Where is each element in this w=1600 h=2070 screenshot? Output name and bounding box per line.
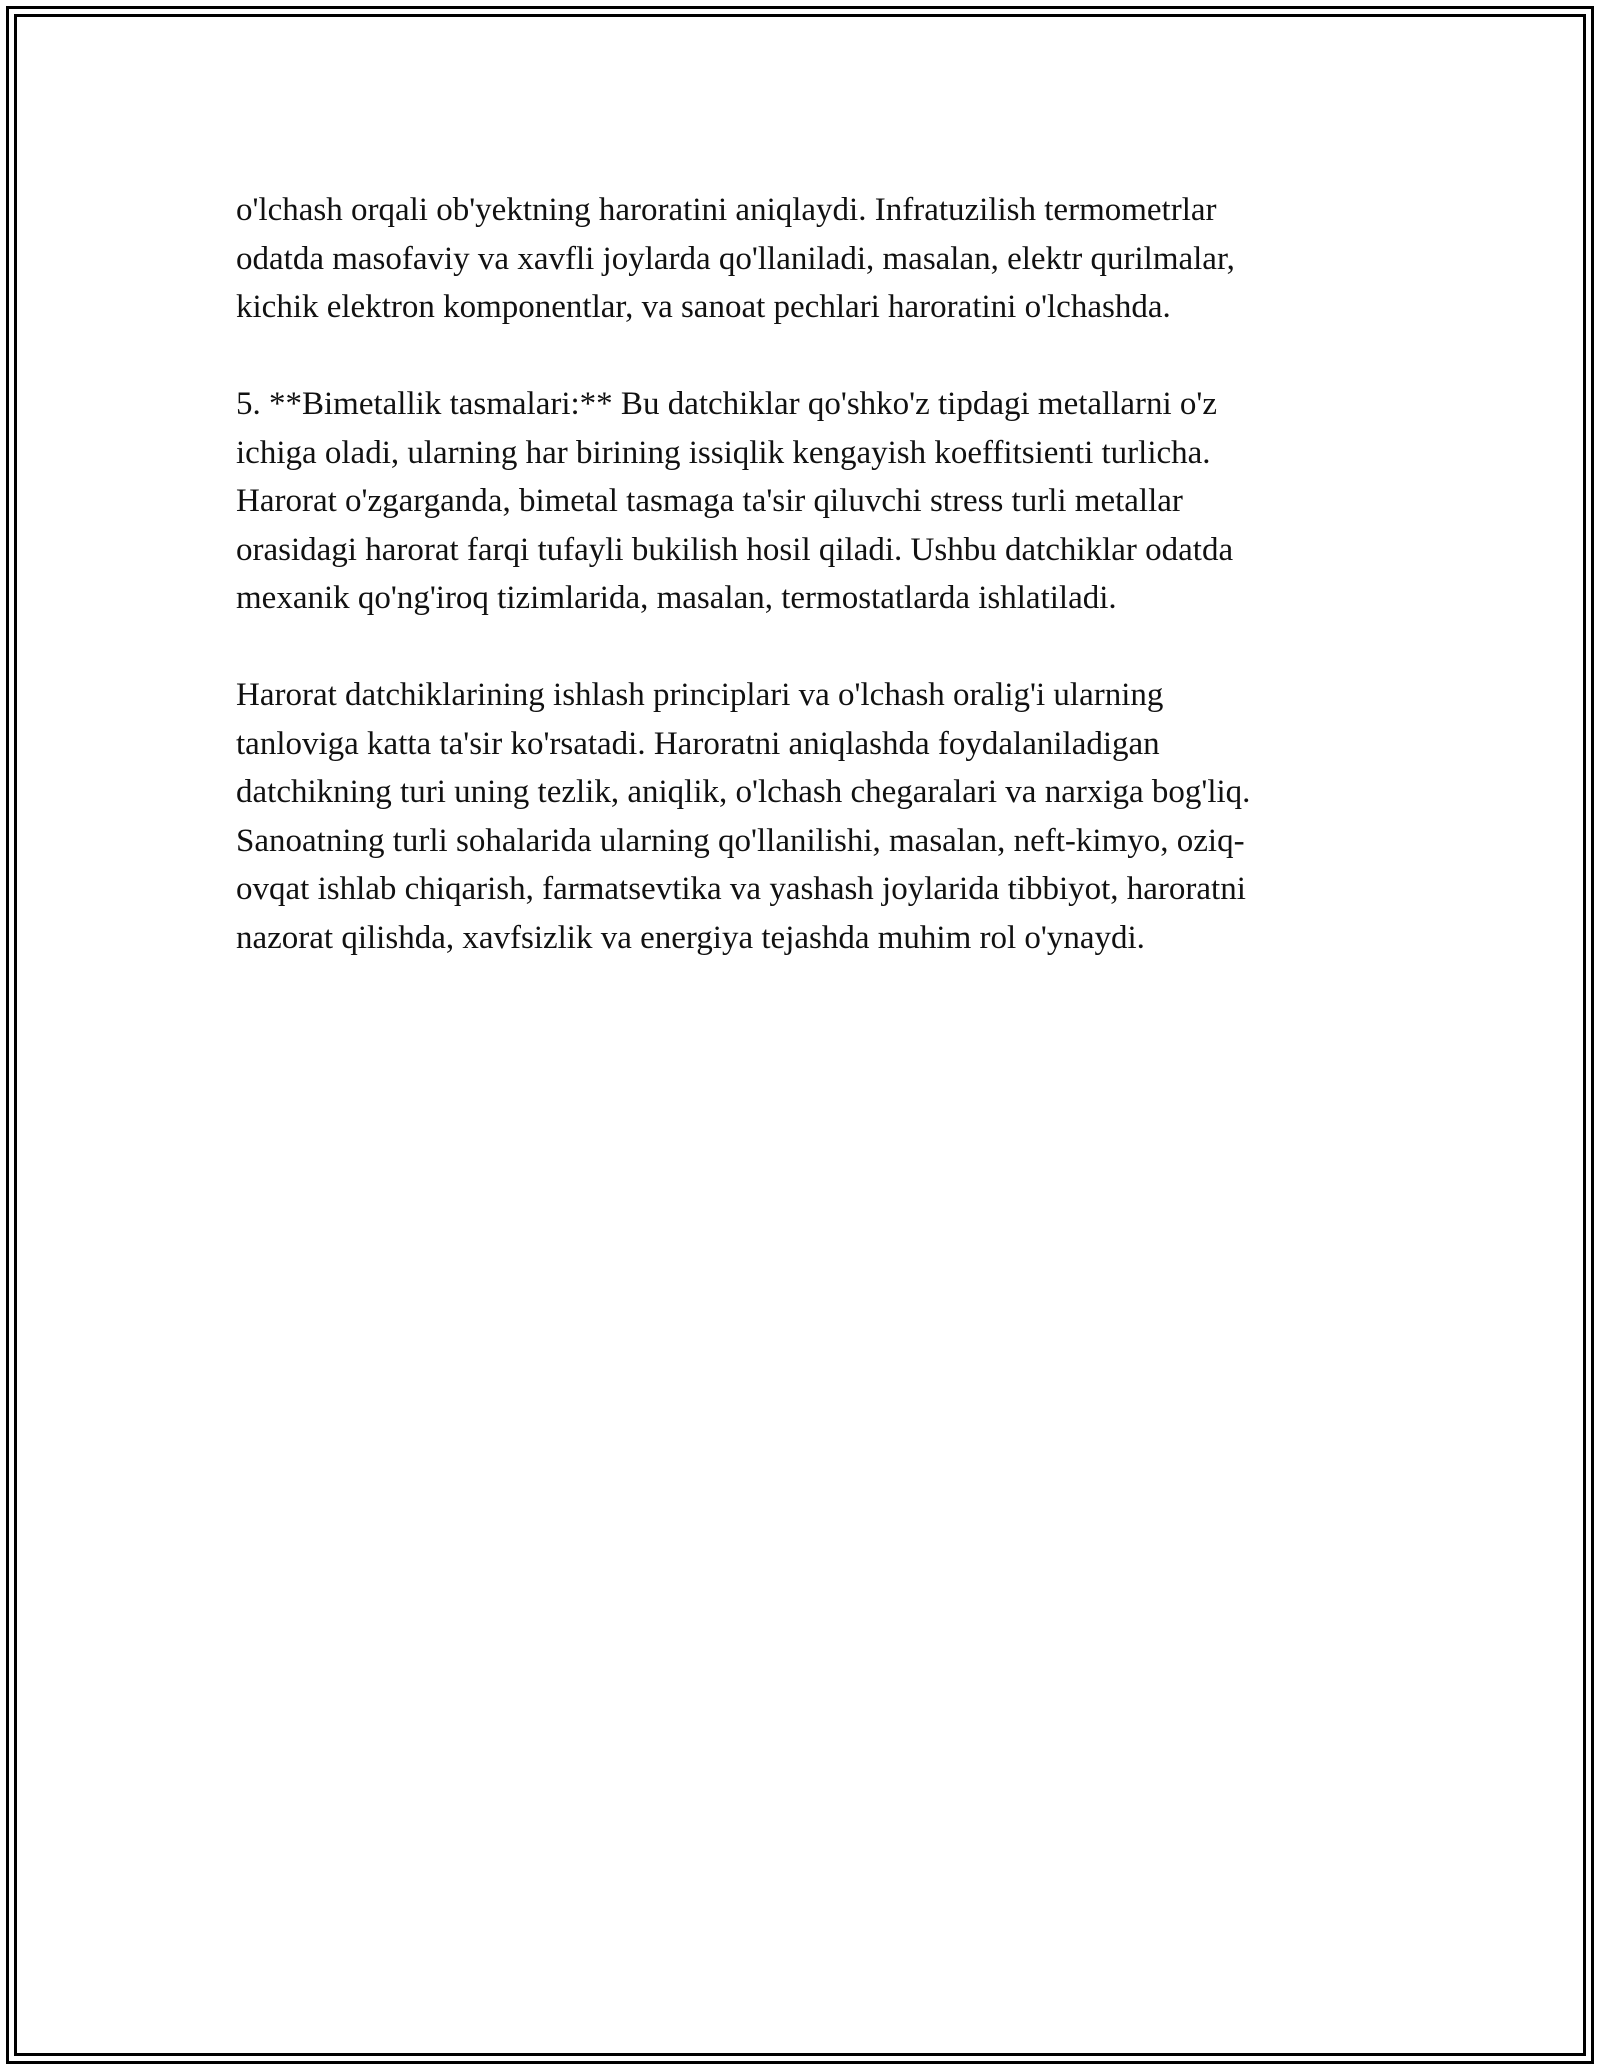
paragraph-conclusion: Harorat datchiklarining ishlash principlari va o'lchash oralig'i ularning tanloviga katta ta'sir ko'rsatadi. Haroratni aniqlashda foydalaniladigan datchikning turi uning tezlik, aniqlik, o'lchash chegaralari va narxiga bog'liq. Sanoatning turli sohalarida ularning qo'llanilishi, masalan, neft-kimyo, oziq- ovqat ishlab chiqarish, farmatsevtika va yashash joylarida tibbiyot, haroratni nazorat qilishda, xavfsizlik va energiya tejashda muhim rol o'ynaydi. (236, 677, 1251, 956)
paragraph-bimetallic-strips: 5. **Bimetallik tasmalari:** Bu datchiklar qo'shko'z tipdagi metallarni o'z ichiga oladi, ularning har birining issiqlik kengayish koeffitsienti turlicha. Harorat o'zgarganda, bimetal tasmaga ta'sir qiluvchi stress turli metallar orasidagi harorat farqi tufayli bukilish hosil qiladi. Ushbu datchiklar odatda mexanik qo'ng'iroq tizimlarida, masalan, termostatlarda ishlatiladi. (236, 386, 1234, 616)
paragraph-infrared-thermometers: o'lchash orqali ob'yektning haroratini aniqlaydi. Infratuzilish termometrlar odatda masofaviy va xavfli joylarda qo'llaniladi, masalan, elektr qurilmalar, kichik elektron komponentlar, va sanoat pechlari haroratini o'lchashda. (236, 192, 1235, 325)
document-body (236, 186, 1386, 1011)
